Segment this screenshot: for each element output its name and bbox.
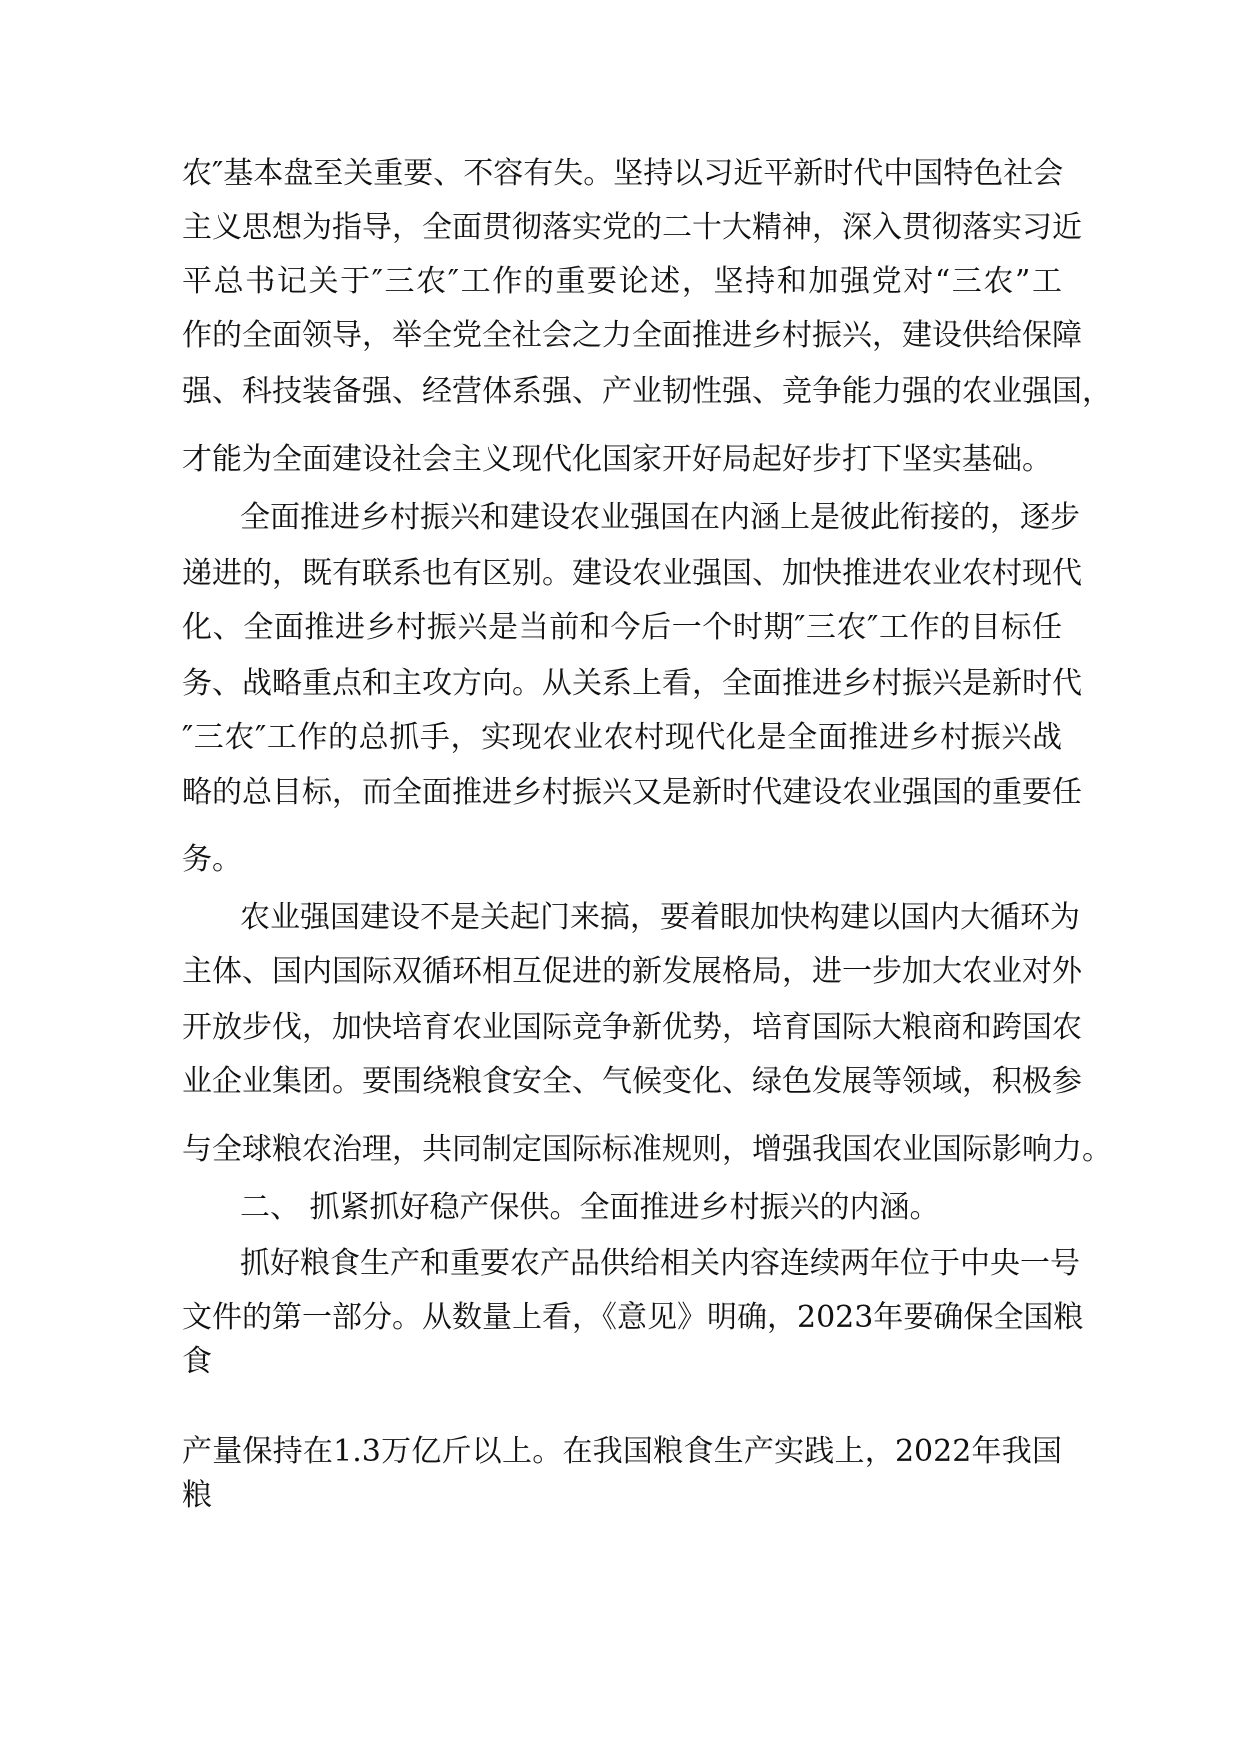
text-line: 才能为全面建设社会主义现代化国家开好局起好步打下坚实基础。 — [182, 442, 1052, 477]
text-line: 开放步伐，加快培育农业国际竞争新优势，培育国际大粮商和跨国农 — [182, 1010, 1082, 1045]
section-heading: 二、 抓紧抓好稳产保供。全面推进乡村振兴的内涵。 — [240, 1190, 940, 1225]
text-line: 递进的，既有联系也有区别。建设农业强国、加快推进农业农村现代 — [182, 556, 1082, 591]
text-line: 平总书记关于″三农″工作的重要论述，坚持和加强党对“三农”工 — [182, 264, 1062, 299]
text-line: 化、全面推进乡村振兴是当前和今后一个时期″三农″工作的目标任 — [182, 610, 1062, 645]
text-line: 略的总目标，而全面推进乡村振兴又是新时代建设农业强国的重要任 — [182, 775, 1082, 810]
text-line: 食 — [182, 1344, 212, 1379]
text-line: 作的全面领导，举全党全社会之力全面推进乡村振兴，建设供给保障 — [182, 318, 1082, 353]
text-line: 文件的第一部分。从数量上看，《意见》明确，2023年要确保全国粮 — [182, 1300, 1084, 1335]
text-line: 产量保持在1.3万亿斤以上。在我国粮食生产实践上，2022年我国 — [182, 1434, 1062, 1469]
text-line: 与全球粮农治理，共同制定国际标准规则，增强我国农业国际影响力。 — [182, 1132, 1112, 1167]
text-line: 抓好粮食生产和重要农产品供给相关内容连续两年位于中央一号 — [240, 1246, 1080, 1281]
text-line: 农业强国建设不是关起门来搞，要着眼加快构建以国内大循环为 — [240, 900, 1080, 935]
text-line: 务。 — [182, 842, 242, 877]
text-line: 务、战略重点和主攻方向。从关系上看，全面推进乡村振兴是新时代 — [182, 666, 1082, 701]
text-line: 农″基本盘至关重要、不容有失。坚持以习近平新时代中国特色社会 — [182, 156, 1064, 191]
text-line: 主体、国内国际双循环相互促进的新发展格局，进一步加大农业对外 — [182, 954, 1082, 989]
text-line: 业企业集团。要围绕粮食安全、气候变化、绿色发展等领域，积极参 — [182, 1064, 1082, 1099]
text-line: 粮 — [182, 1478, 212, 1513]
text-line: 主义思想为指导，全面贯彻落实党的二十大精神，深入贯彻落实习近 — [182, 210, 1082, 245]
text-line: 全面推进乡村振兴和建设农业强国在内涵上是彼此衔接的，逐步 — [240, 500, 1080, 535]
text-line: 强、科技装备强、经营体系强、产业韧性强、竞争能力强的农业强国， — [182, 374, 1112, 409]
text-line: ″三农″工作的总抓手，实现农业农村现代化是全面推进乡村振兴战 — [182, 720, 1062, 755]
